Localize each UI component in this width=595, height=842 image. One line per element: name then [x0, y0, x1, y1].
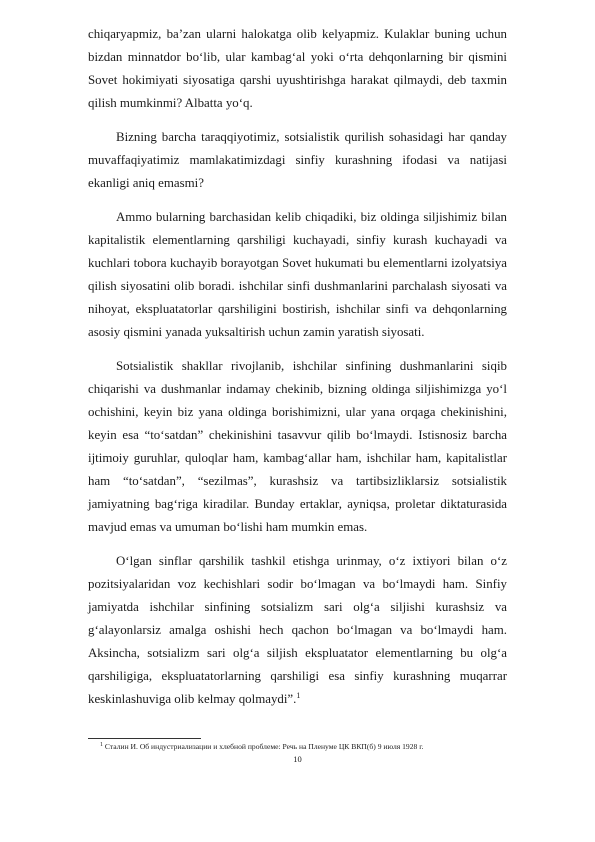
footnote-reference: 1	[296, 691, 301, 700]
paragraph-1: chiqaryapmiz, ba’zan ularni halokatga olib kelyapmiz. Kulaklar buning uchun bizdan minnatdor bo‘lib, ular kambag‘al yoki o‘rta dehqonlarning bir qismini Sovet hokimiyati siyosatiga qarshi uyushtirishga harakat qilmaydi, deb taxmin qilish mumkinmi? Albatta yo‘q.	[88, 27, 507, 110]
paragraph-4: Sotsialistik shakllar rivojlanib, ishchilar sinfining dushmanlarini siqib chiqarishi va dushmanlar indamay chekinib, bizning oldinga siljishimizga yo‘l ochishini, keyin biz yana oldinga borishimizni, ular yana orqaga chekinishini, keyin esa “to‘satdan” chekinishini tasavvur qilib bo‘lmaydi. Istisnosiz barcha ijtimoiy guruhlar, quloqlar ham, kambag‘allar ham, ishchilar ham, kapitalistlar ham “to‘satdan”, “sezilmas”, kurashsiz va tartibsizliklarsiz sotsialistik jamiyatning bag‘riga kiradilar. Bunday ertaklar, ayniqsa, proletar diktaturasida mavjud emas va umuman bo‘lishi ham mumkin emas.	[88, 359, 507, 534]
footnote-divider	[88, 738, 201, 739]
footnote-text: Сталин И. Об индустриализации и хлебной проблеме: Речь на Пленуме ЦК ВКП(б) 9 июля 1928 г.	[104, 742, 424, 751]
paragraph-2: Bizning barcha taraqqiyotimiz, sotsialistik qurilish sohasidagi har qanday muvaffaqiyatimiz mamlakatimizdagi sinfiy kurashning ifodasi va natijasi ekanligi aniq emasmi?	[88, 130, 507, 190]
footnote	[100, 742, 520, 752]
footnote-marker: 1	[100, 742, 103, 748]
paragraph-5-text: O‘lgan sinflar qarshilik tashkil etishga urinmay, o‘z ixtiyori bilan o‘z pozitsiyalaridan voz kechishlari sodir bo‘lmagan va bo‘lmaydi ham. Sinfiy jamiyatda ishchilar sinfining sotsializm sari olg‘a siljishi kurashsiz va g‘alayonlarsiz amalga oshishi hech qachon bo‘lmagan va bo‘lmaydi ham. Aksincha, sotsializm sari olg‘a siljish ekspluatator elementlarning bu olg‘a qarshiligiga, ekspluatatorlarning qarshiligi esa sinfiy kurashning muqarrar keskinlashuviga olib kelmay qolmaydi”.	[88, 554, 507, 706]
paragraph-5	[88, 550, 507, 711]
document-body	[88, 23, 507, 722]
paragraph-3: Ammo bularning barchasidan kelib chiqadiki, biz oldinga siljishimiz bilan kapitalistik elementlarning qarshiligi kuchayadi, sinfiy kurash kuchayadi va kuchlari tobora kuchayib borayotgan Sovet hukumati bu elementlarni izolyatsiya qilish siyosatini olib boradi. ishchilar sinfi dushmanlarini parchalash siyosati va nihoyat, ekspluatatorlar qarshiligini bostirish, ishchilar sinfi va dehqonlarning asosiy qismini yanada yuksaltirish uchun zamin yaratish siyosati.	[88, 210, 507, 339]
page-number: 10	[293, 754, 302, 764]
